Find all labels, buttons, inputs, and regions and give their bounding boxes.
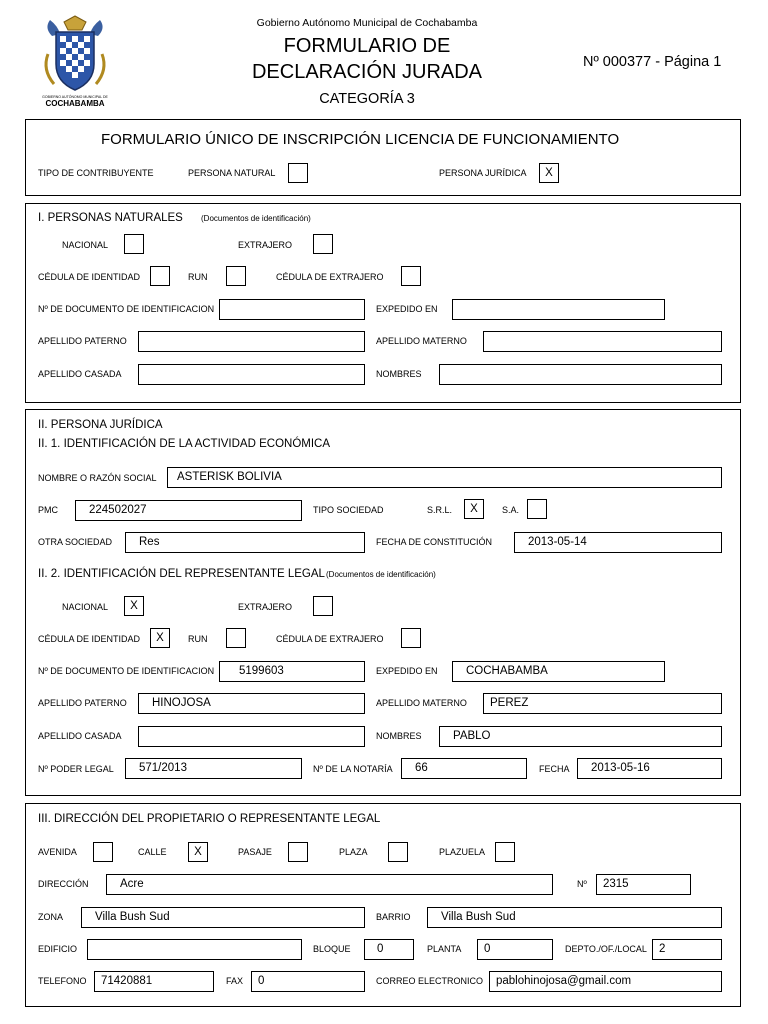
category: CATEGORÍA 3 — [319, 91, 415, 107]
srl-label: S.R.L. — [427, 505, 453, 515]
section-0-title: FORMULARIO ÚNICO DE INSCRIPCIÓN LICENCIA DE FUNCIONAMIENTO — [101, 131, 620, 148]
tipo-sociedad-label: TIPO SOCIEDAD — [313, 505, 384, 515]
zona-label: ZONA — [38, 912, 64, 922]
rep-apellido-casada-label: APELLIDO CASADA — [38, 731, 122, 741]
apellido-casada-field[interactable] — [138, 364, 365, 385]
extranjero-label: EXTRAJERO — [238, 240, 293, 250]
poder-legal-field[interactable]: 571/2013 — [125, 758, 302, 779]
form-title-line2: DECLARACIÓN JURADA — [251, 61, 483, 83]
email-label: CORREO ELECTRONICO — [376, 976, 484, 986]
persona-juridica-checkbox[interactable]: X — [539, 163, 559, 183]
ce-label: CÉDULA DE EXTRAJERO — [276, 272, 384, 282]
rep-extranjero-label: EXTRAJERO — [238, 602, 293, 612]
notaria-field[interactable]: 66 — [401, 758, 527, 779]
nombres-label: NOMBRES — [376, 369, 422, 379]
section-1-subtitle: (Documentos de identificación) — [201, 214, 311, 223]
rep-extranjero-checkbox[interactable] — [313, 596, 333, 616]
extranjero-checkbox[interactable] — [313, 234, 333, 254]
pmc-field[interactable]: 224502027 — [75, 500, 302, 521]
direccion-field[interactable]: Acre — [106, 874, 553, 895]
calle-checkbox[interactable]: X — [188, 842, 208, 862]
rep-apellido-paterno-label: APELLIDO PATERNO — [38, 698, 127, 708]
srl-checkbox[interactable]: X — [464, 499, 484, 519]
rep-run-checkbox[interactable] — [226, 628, 246, 648]
plazuela-checkbox[interactable] — [495, 842, 515, 862]
otra-sociedad-field[interactable]: Res — [125, 532, 365, 553]
depto-field[interactable]: 2 — [652, 939, 722, 960]
persona-juridica-label: PERSONA JURÍDICA — [439, 168, 527, 178]
sa-label: S.A. — [502, 505, 520, 515]
fecha-constitucion-field[interactable]: 2013-05-14 — [514, 532, 722, 553]
expedido-label: EXPEDIDO EN — [376, 304, 438, 314]
poder-legal-label: Nº PODER LEGAL — [38, 764, 114, 774]
avenida-label: AVENIDA — [38, 847, 77, 857]
fax-field[interactable]: 0 — [251, 971, 365, 992]
rep-nacional-checkbox[interactable]: X — [124, 596, 144, 616]
nacional-label: NACIONAL — [62, 240, 109, 250]
rep-doc-field[interactable]: 5199603 — [219, 661, 365, 682]
rep-ci-label: CÉDULA DE IDENTIDAD — [38, 634, 141, 644]
apellido-materno-field[interactable] — [483, 331, 722, 352]
fecha-field[interactable]: 2013-05-16 — [577, 758, 722, 779]
persona-natural-checkbox[interactable] — [288, 163, 308, 183]
apellido-paterno-field[interactable] — [138, 331, 365, 352]
otra-sociedad-label: OTRA SOCIEDAD — [38, 537, 113, 547]
rep-nombres-label: NOMBRES — [376, 731, 422, 741]
run-label: RUN — [188, 272, 208, 282]
telefono-label: TELEFONO — [38, 976, 87, 986]
org-name: Gobierno Autónomo Municipal de Cochabamba — [256, 17, 478, 29]
planta-label: PLANTA — [427, 944, 462, 954]
section-2-title: II. PERSONA JURÍDICA — [38, 419, 163, 431]
direccion-label: DIRECCIÓN — [38, 879, 89, 889]
nacional-checkbox[interactable] — [124, 234, 144, 254]
rep-apellido-paterno-field[interactable]: HINOJOSA — [138, 693, 365, 714]
razon-social-label: NOMBRE O RAZÓN SOCIAL — [38, 473, 157, 483]
form-number: Nº 000377 - Página 1 — [583, 54, 722, 70]
doc-label: Nº DE DOCUMENTO DE IDENTIFICACION — [38, 304, 215, 314]
apellido-materno-label: APELLIDO MATERNO — [376, 336, 467, 346]
rep-apellido-casada-field[interactable] — [138, 726, 365, 747]
edificio-field[interactable] — [87, 939, 302, 960]
apellido-paterno-label: APELLIDO PATERNO — [38, 336, 127, 346]
telefono-field[interactable]: 71420881 — [94, 971, 214, 992]
fecha-label: FECHA — [539, 764, 570, 774]
bloque-label: BLOQUE — [313, 944, 351, 954]
nombres-field[interactable] — [439, 364, 722, 385]
pmc-label: PMC — [38, 505, 58, 515]
rep-nombres-field[interactable]: PABLO — [439, 726, 722, 747]
rep-run-label: RUN — [188, 634, 208, 644]
fecha-constitucion-label: FECHA DE CONSTITUCIÓN — [376, 537, 493, 547]
section-3-title: III. DIRECCIÓN DEL PROPIETARIO O REPRESENTANTE LEGAL — [38, 813, 381, 825]
rep-nacional-label: NACIONAL — [62, 602, 109, 612]
section-1-title: I. PERSONAS NATURALES — [38, 212, 183, 224]
calle-label: CALLE — [138, 847, 167, 857]
rep-expedido-label: EXPEDIDO EN — [376, 666, 438, 676]
doc-field[interactable] — [219, 299, 365, 320]
plazuela-label: PLAZUELA — [439, 847, 486, 857]
rep-apellido-materno-label: APELLIDO MATERNO — [376, 698, 467, 708]
pasaje-label: PASAJE — [238, 847, 272, 857]
rep-expedido-field[interactable]: COCHABAMBA — [452, 661, 665, 682]
plaza-checkbox[interactable] — [388, 842, 408, 862]
expedido-field[interactable] — [452, 299, 665, 320]
sa-checkbox[interactable] — [527, 499, 547, 519]
logo-caption-small: GOBIERNO AUTÓNOMO MUNICIPAL DE — [42, 95, 108, 99]
notaria-label: Nº DE LA NOTARÍA — [313, 764, 393, 774]
section-2-2-title: II. 2. IDENTIFICACIÓN DEL REPRESENTANTE LEGAL — [38, 568, 325, 580]
ci-label: CÉDULA DE IDENTIDAD — [38, 272, 141, 282]
email-field[interactable]: pablohinojosa@gmail.com — [489, 971, 722, 992]
bloque-field[interactable]: 0 — [364, 939, 414, 960]
rep-ce-label: CÉDULA DE EXTRAJERO — [276, 634, 384, 644]
municipal-logo — [38, 14, 112, 110]
rep-ci-checkbox[interactable]: X — [150, 628, 170, 648]
depto-label: DEPTO./OF./LOCAL — [565, 944, 647, 954]
edificio-label: EDIFICIO — [38, 944, 78, 954]
section-2-2-note: (Documentos de identificación) — [326, 570, 436, 579]
logo-caption: COCHABAMBA — [45, 99, 105, 108]
section-2-1-title: II. 1. IDENTIFICACIÓN DE LA ACTIVIDAD ECONÓMICA — [38, 438, 331, 450]
rep-apellido-materno-field[interactable]: PEREZ — [483, 693, 722, 714]
run-checkbox[interactable] — [226, 266, 246, 286]
ce-checkbox[interactable] — [401, 266, 421, 286]
razon-social-field[interactable]: ASTERISK BOLIVIA — [167, 467, 722, 488]
pasaje-checkbox[interactable] — [288, 842, 308, 862]
fax-label: FAX — [226, 976, 244, 986]
avenida-checkbox[interactable] — [93, 842, 113, 862]
apellido-casada-label: APELLIDO CASADA — [38, 369, 122, 379]
numero-field[interactable]: 2315 — [596, 874, 691, 895]
form-title-line1: FORMULARIO DE — [283, 35, 451, 57]
zona-field[interactable]: Villa Bush Sud — [81, 907, 365, 928]
plaza-label: PLAZA — [339, 847, 368, 857]
tipo-contribuyente-label: TIPO DE CONTRIBUYENTE — [38, 168, 154, 178]
barrio-label: BARRIO — [376, 912, 411, 922]
planta-field[interactable]: 0 — [477, 939, 553, 960]
numero-label: Nº — [577, 879, 587, 889]
persona-natural-label: PERSONA NATURAL — [188, 168, 276, 178]
rep-doc-label: Nº DE DOCUMENTO DE IDENTIFICACION — [38, 666, 215, 676]
ci-checkbox[interactable] — [150, 266, 170, 286]
barrio-field[interactable]: Villa Bush Sud — [427, 907, 722, 928]
rep-ce-checkbox[interactable] — [401, 628, 421, 648]
